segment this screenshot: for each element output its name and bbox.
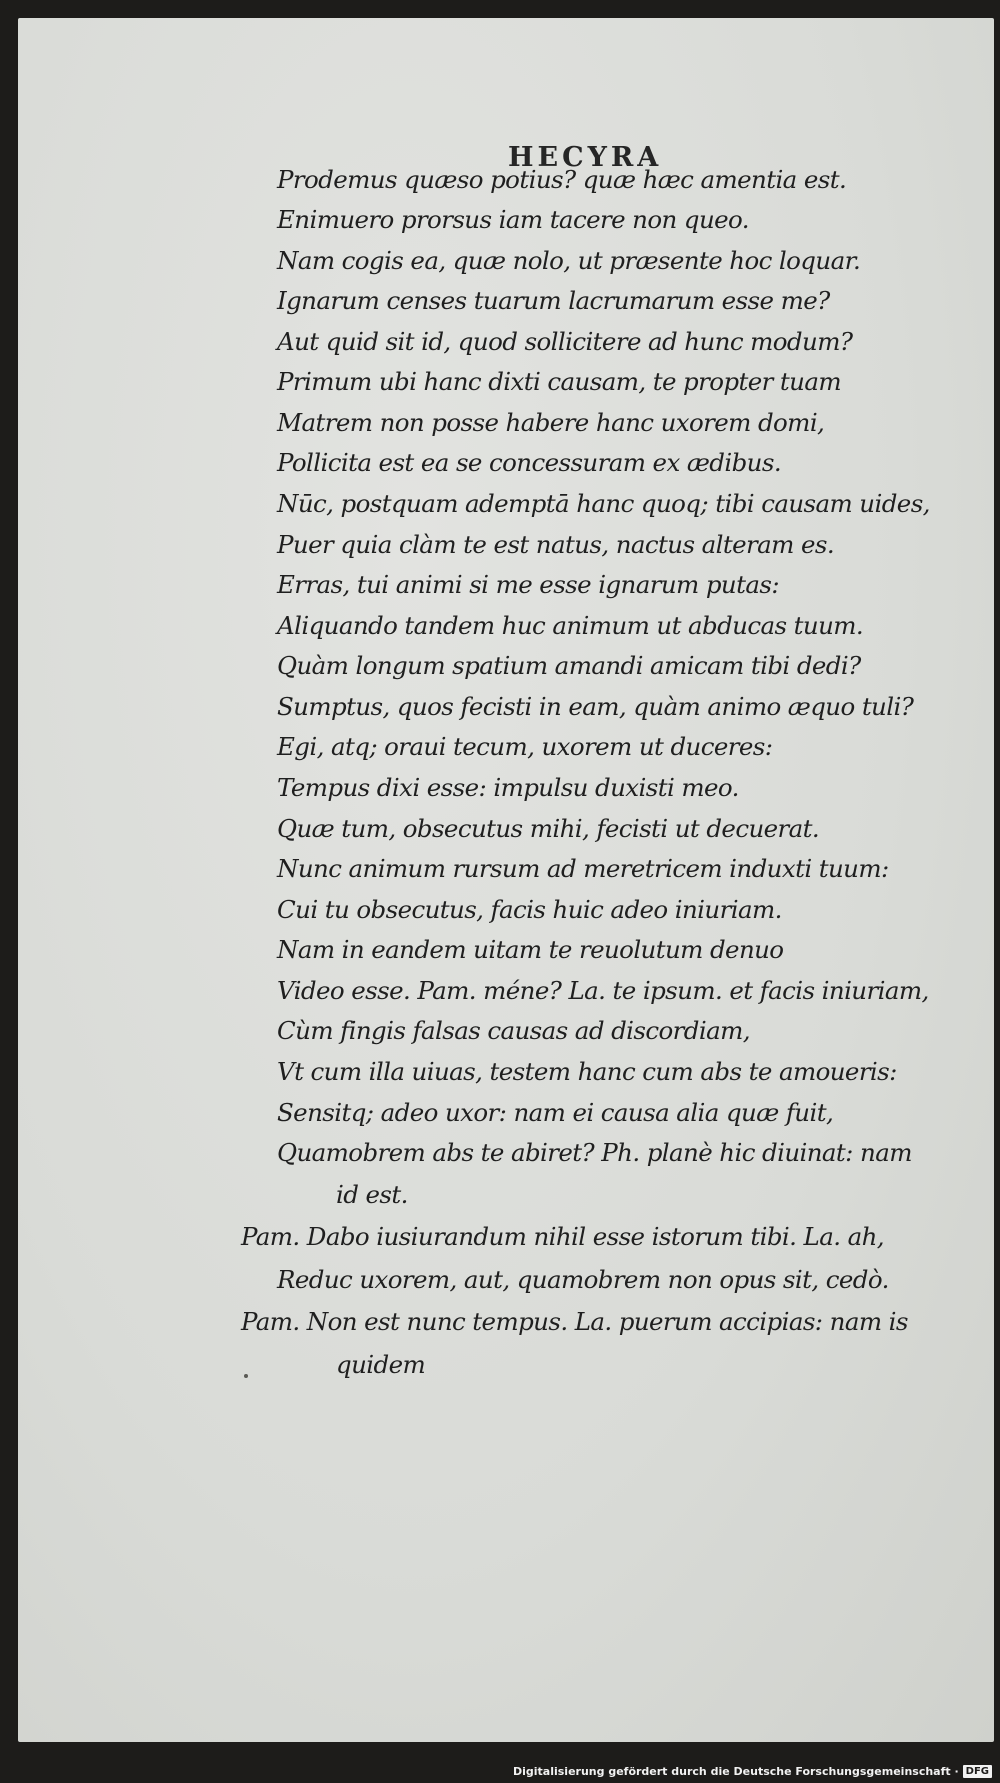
ink-speck	[244, 1374, 248, 1378]
text-line: Cui tu obsecutus, facis huic adeo iniuriam.	[277, 895, 782, 924]
text-line: Primum ubi hanc dixti causam, te propter tuam	[277, 367, 841, 396]
text-line: Aliquando tandem huc animum ut abducas tuum.	[277, 611, 864, 640]
running-head: HECYRA	[508, 142, 663, 173]
text-line: Egi, atq; oraui tecum, uxorem ut duceres:	[277, 732, 773, 761]
text-line: Quàm longum spatium amandi amicam tibi dedi?	[277, 651, 861, 680]
text-line: Vt cum illa uiuas, testem hanc cum abs te amoueris:	[277, 1057, 897, 1086]
text-line: Video esse. Pam. méne? La. te ipsum. et facis iniuriam,	[277, 976, 929, 1005]
text-line: Cùm fingis falsas causas ad discordiam,	[277, 1016, 750, 1045]
digitization-credit	[513, 1765, 992, 1778]
text-line: Sumptus, quos fecisti in eam, quàm animo æquo tuli?	[277, 692, 914, 721]
dfg-logo: DFG	[963, 1765, 992, 1778]
text-line: quidem	[336, 1350, 426, 1379]
text-line: Pam. Non est nunc tempus. La. puerum accipias: nam is	[241, 1307, 908, 1336]
text-line: Matrem non posse habere hanc uxorem domi,	[277, 408, 825, 437]
text-line: Quamobrem abs te abiret? Ph. planè hic diuinat: nam	[277, 1138, 912, 1167]
text-line: Ignarum censes tuarum lacrumarum esse me?	[277, 286, 830, 315]
text-line: Reduc uxorem, aut, quamobrem non opus sit, cedò.	[277, 1265, 889, 1294]
text-line: Tempus dixi esse: impulsu duxisti meo.	[277, 773, 739, 802]
text-line: Pam. Dabo iusiurandum nihil esse istorum tibi. La. ah,	[241, 1222, 884, 1251]
text-line: Quæ tum, obsecutus mihi, fecisti ut decuerat.	[277, 814, 820, 843]
text-line: Nunc animum rursum ad meretricem induxti tuum:	[277, 854, 889, 883]
text-line: Aut quid sit id, quod sollicitere ad hunc modum?	[277, 327, 853, 356]
text-line: Puer quia clàm te est natus, nactus alteram es.	[277, 530, 835, 559]
text-line: Erras, tui animi si me esse ignarum putas:	[277, 570, 779, 599]
text-line: Nūc, postquam ademptā hanc quoq; tibi causam uides,	[277, 489, 930, 518]
text-line: Nam in eandem uitam te reuolutum denuo	[277, 935, 784, 964]
text-line: Prodemus quæso potius? quæ hæc amentia est.	[277, 165, 847, 194]
text-line: Enimuero prorsus iam tacere non queo.	[277, 205, 749, 234]
text-line: Pollicita est ea se concessuram ex ædibus.	[277, 448, 782, 477]
text-line: Nam cogis ea, quæ nolo, ut præsente hoc loquar.	[277, 246, 861, 275]
text-line: id est.	[336, 1180, 408, 1209]
text-line: Sensitq; adeo uxor: nam ei causa alia quæ fuit,	[277, 1098, 834, 1127]
credit-text: Digitalisierung gefördert durch die Deutsche Forschungsgemeinschaft ·	[512, 1765, 959, 1778]
